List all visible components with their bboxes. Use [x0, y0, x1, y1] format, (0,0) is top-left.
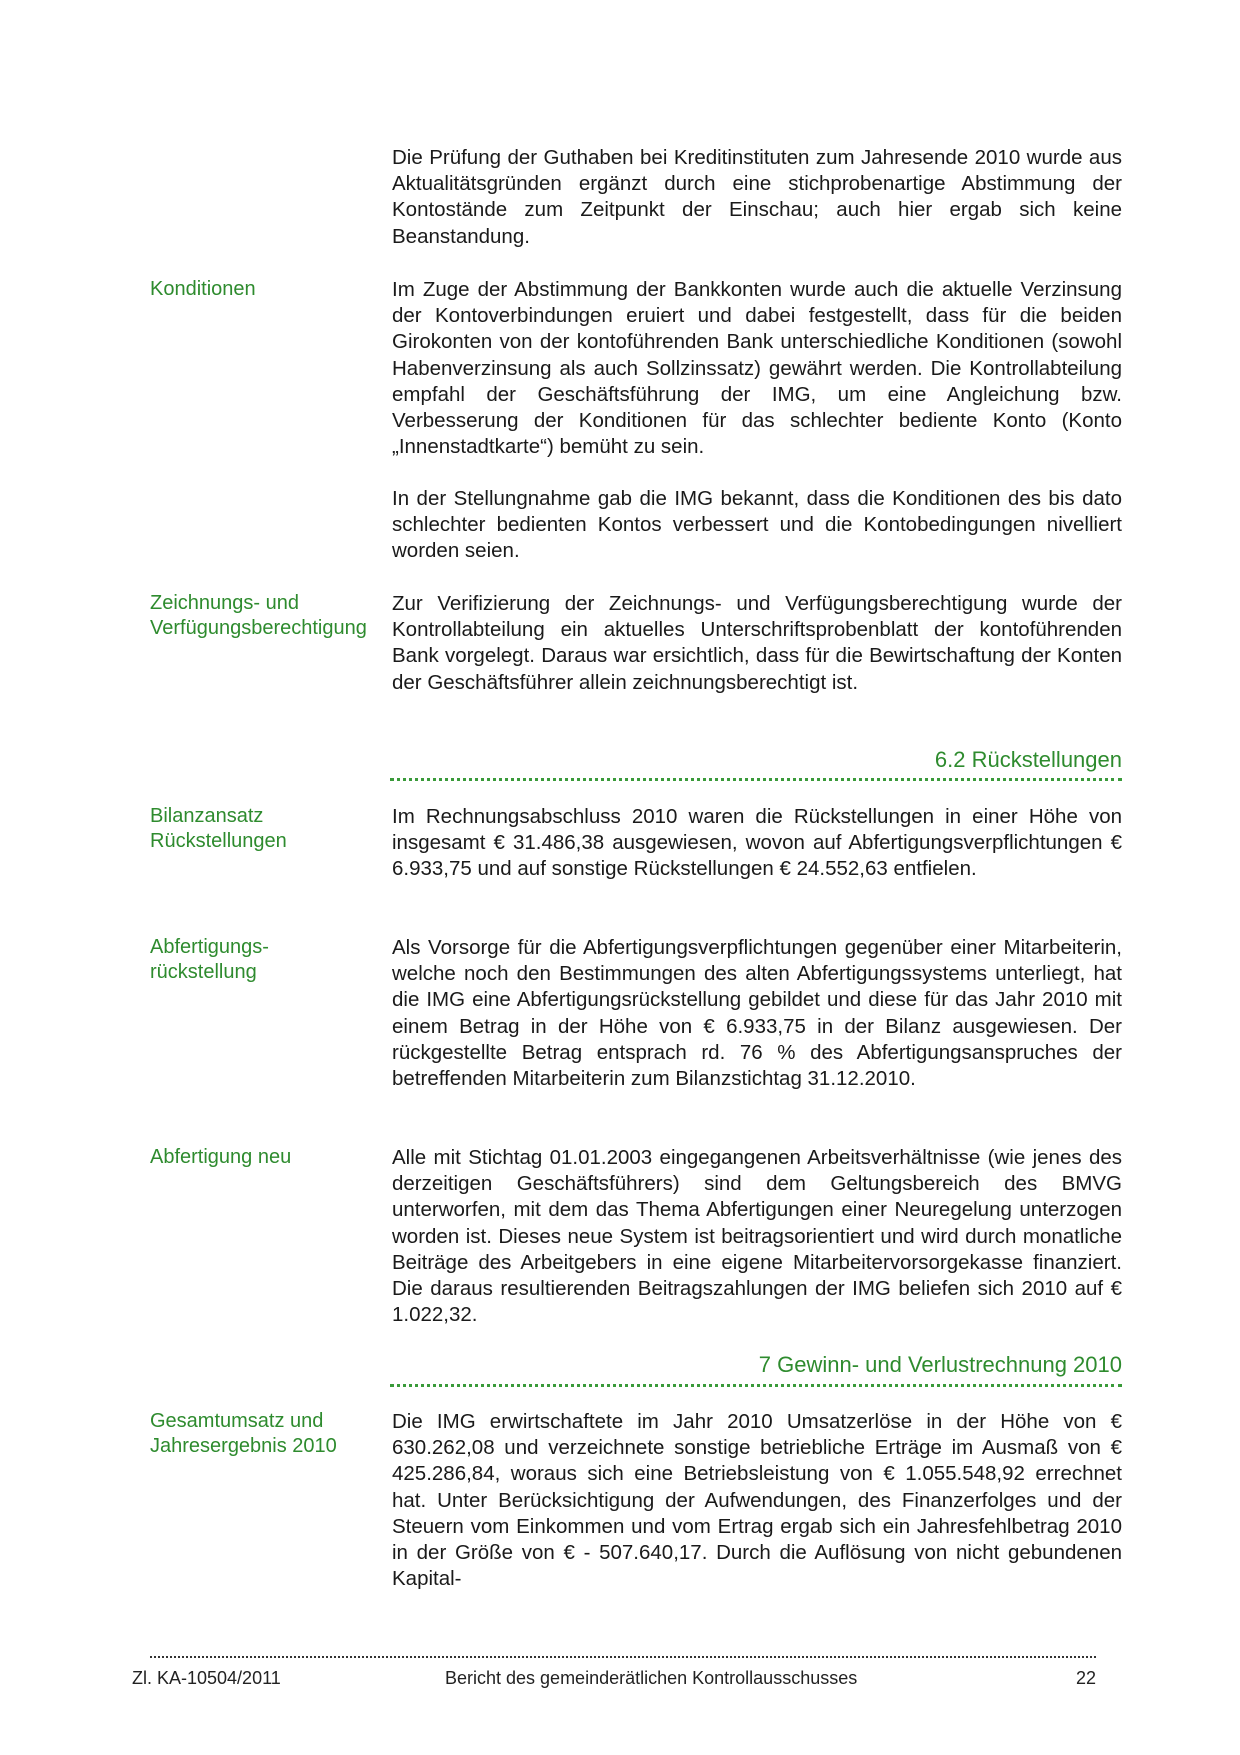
side-label-text: Zeichnungs- und: [150, 592, 299, 614]
side-label-konditionen: [150, 277, 380, 302]
heading-divider: [390, 1384, 1122, 1387]
paragraph-rueckstellungen: Im Rechnungsabschluss 2010 waren die Rückstellungen in einer Höhe von insgesamt € 31.486,38 ausgewiesen, wovon auf Abfertigungsverpflichtungen € 6.933,75 und auf sonstige Rückstellungen € 24.552,63 entfielen.: [392, 805, 1122, 881]
side-label-text: Abfertigung neu: [150, 1146, 292, 1168]
side-label-text: Rückstellungen: [150, 830, 287, 852]
paragraph-bank-balances: Die Prüfung der Guthaben bei Kreditinstituten zum Jahresende 2010 wurde aus Aktualitätsgründen ergänzt durch eine stichprobenartige Abstimmung der Kontostände zum Zeitpunkt der Einschau; auch hier ergab sich keine Beanstandung.: [392, 146, 1122, 248]
side-label-text: rückstellung: [150, 961, 257, 983]
footer-reference: Zl. KA-10504/2011: [132, 1668, 281, 1688]
paragraph-zeichnungsberechtigung: Zur Verifizierung der Zeichnungs- und Verfügungsberechtigung wurde der Kontrollabteilung ein aktuelles Unterschriftsprobenblatt der kontoführenden Bank vorgelegt. Daraus war ersichtlich, dass für die Bewirtschaftung der Konten der Geschäftsführer allein zeichnungsberechtigt ist.: [392, 592, 1122, 694]
paragraph-abfertigung-neu: Alle mit Stichtag 01.01.2003 eingegangenen Arbeitsverhältnisse (wie jenes des derzeitigen Geschäftsführers) sind dem Geltungsbereich des BMVG unterworfen, mit dem das Thema Abfertigungen einer Neuregelung unterzogen worden ist. Dieses neue System ist beitragsorientiert und wird durch monatliche Beiträge des Arbeitgebers in eine eigene Mitarbeitervorsorgekasse finanziert. Die daraus resultierenden Beitragszahlungen der IMG beliefen sich 2010 auf € 1.022,32.: [392, 1146, 1122, 1327]
section-heading-7: 7 Gewinn- und Verlustrechnung 2010: [758, 1352, 1122, 1377]
side-label-text: Konditionen: [150, 278, 256, 300]
paragraph-stellungnahme: In der Stellungnahme gab die IMG bekannt, dass die Konditionen des bis dato schlechter bedienten Kontos verbessert und die Kontobedingungen nivelliert worden seien.: [392, 487, 1122, 563]
side-label-text: Jahresergebnis 2010: [150, 1435, 337, 1457]
side-label-text: Gesamtumsatz und: [150, 1410, 324, 1432]
paragraph-gesamtumsatz: Die IMG erwirtschaftete im Jahr 2010 Umsatzerlöse in der Höhe von € 630.262,08 und verzeichnete sonstige betriebliche Erträge im Ausmaß von € 425.286,84, woraus sich eine Betriebsleistung von € 1.055.548,92 errechnet hat. Unter Berücksichtigung der Aufwendungen, des Finanzerfolges und der Steuern vom Einkommen und vom Ertrag ergab sich ein Jahresfehlbetrag 2010 in der Größe von € - 507.640,17. Durch die Auflösung von nicht gebundenen Kapital-: [392, 1410, 1122, 1591]
side-label-bilanzansatz: [150, 804, 380, 854]
footer-divider: [150, 1656, 1096, 1658]
section-heading-6-2: 6.2 Rückstellungen: [934, 747, 1122, 772]
side-label-zeichnungsberechtigung: [150, 591, 380, 641]
paragraph-abfertigungsrueckstellung: Als Vorsorge für die Abfertigungsverpflichtungen gegenüber einer Mitarbeiterin, welche noch den Bestimmungen des alten Abfertigungssystems unterliegt, hat die IMG eine Abfertigungsrückstellung gebildet und diese für das Jahr 2010 mit einem Betrag in der Höhe von € 6.933,75 in der Bilanz ausgewiesen. Der rückgestellte Betrag entsprach rd. 76 % des Abfertigungsanspruches der betreffenden Mitarbeiterin zum Bilanzstichtag 31.12.2010.: [392, 936, 1122, 1091]
heading-divider: [390, 778, 1122, 781]
footer-title: Bericht des gemeinderätlichen Kontrollausschusses: [445, 1668, 858, 1688]
side-label-text: Verfügungsberechtigung: [150, 617, 367, 639]
side-label-abfertigungsrueckstellung: [150, 935, 380, 985]
side-label-text: Bilanzansatz: [150, 805, 264, 827]
paragraph-konditionen: Im Zuge der Abstimmung der Bankkonten wurde auch die aktuelle Verzinsung der Kontoverbindungen eruiert und dabei festgestellt, dass für die beiden Girokonten von der kontoführenden Bank unterschiedliche Konditionen (sowohl Habenverzinsung als auch Sollzinssatz) gewährt werden. Die Kontrollabteilung empfahl der Geschäftsführung der IMG, um eine Angleichung bzw. Verbesserung der Konditionen für das schlechter bediente Konto (Konto „Innenstadtkarte“) bemüht zu sein.: [392, 278, 1122, 459]
page-number: 22: [1076, 1668, 1097, 1688]
side-label-gesamtumsatz: [150, 1409, 380, 1459]
side-label-abfertigung-neu: [150, 1145, 380, 1170]
side-label-text: Abfertigungs-: [150, 936, 269, 958]
